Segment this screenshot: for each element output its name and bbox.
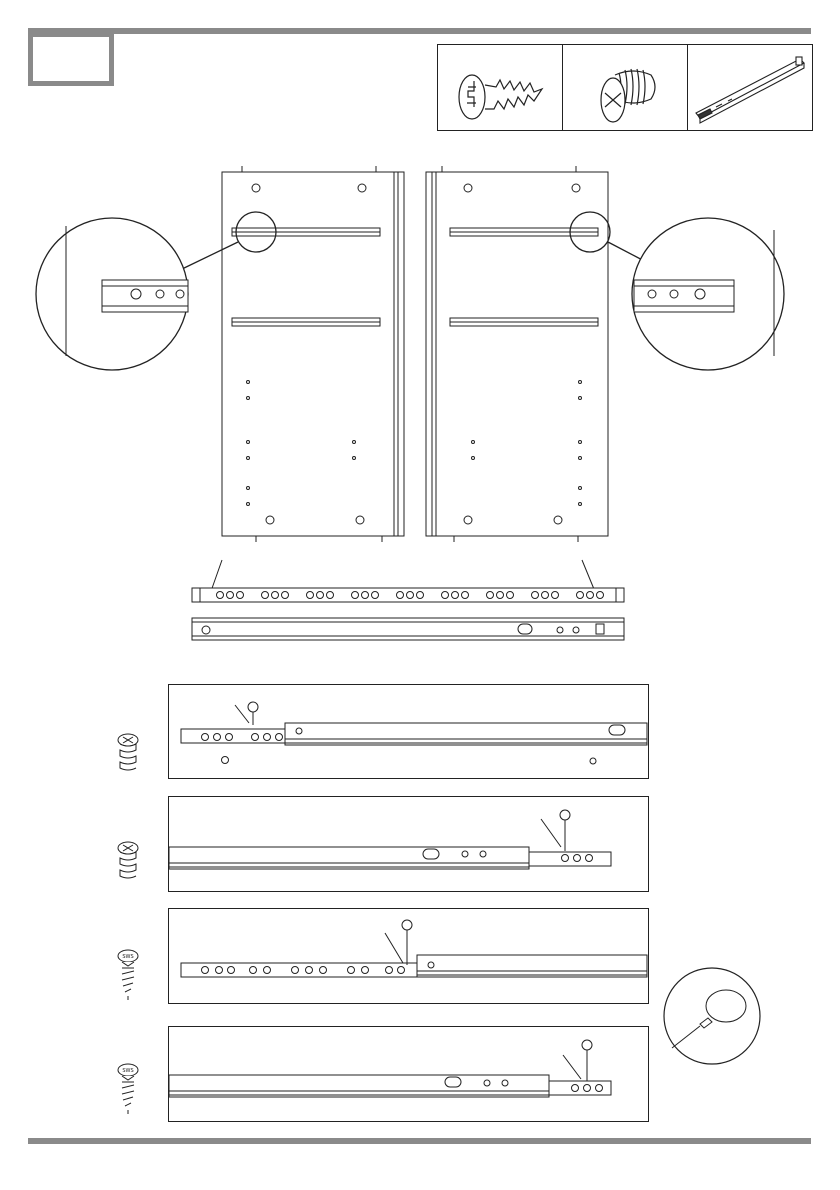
rail-hole <box>227 592 234 599</box>
top-rule <box>28 28 811 34</box>
step-panel-2 <box>168 796 649 892</box>
svg-text:SWS: SWS <box>122 954 134 960</box>
rail-hole <box>262 592 269 599</box>
step-panel-1 <box>168 684 649 779</box>
rail-hole <box>552 592 559 599</box>
step-number-box <box>28 32 114 86</box>
step-number <box>33 37 109 81</box>
rail-hole <box>487 592 494 599</box>
rail-hole <box>272 592 279 599</box>
step-1-diagram <box>169 685 648 778</box>
step-3-wood-screw-icon <box>112 948 144 1002</box>
step-panel-3 <box>168 908 649 1004</box>
step-4-diagram <box>169 1027 648 1121</box>
rail-hole <box>417 592 424 599</box>
rail-hole <box>327 592 334 599</box>
awl-icon <box>662 966 762 1066</box>
rail-hole <box>282 592 289 599</box>
rail-hole <box>597 592 604 599</box>
side-panels-diagram <box>30 160 810 650</box>
countersunk-wood-screw-icon <box>438 45 562 130</box>
step-3-diagram <box>169 909 648 1003</box>
rail-hole <box>577 592 584 599</box>
rail-hole <box>237 592 244 599</box>
rail-hole <box>352 592 359 599</box>
rail-hole <box>507 592 514 599</box>
parts-table <box>437 44 813 131</box>
rail-hole <box>362 592 369 599</box>
rail-hole <box>452 592 459 599</box>
rail-hole <box>532 592 539 599</box>
part-cell-wood-screw <box>438 45 563 130</box>
rail-hole <box>317 592 324 599</box>
part-cell-euro-screw <box>563 45 688 130</box>
rail-hole <box>372 592 379 599</box>
rail-hole <box>462 592 469 599</box>
part-cell-slide-rail <box>688 45 812 130</box>
step-4-wood-screw-icon <box>112 1062 144 1116</box>
rail-hole <box>497 592 504 599</box>
bottom-rule <box>28 1138 811 1144</box>
rail-hole <box>587 592 594 599</box>
rail-hole <box>397 592 404 599</box>
svg-text:SWS: SWS <box>122 1068 134 1074</box>
rail-hole <box>217 592 224 599</box>
rail-hole <box>307 592 314 599</box>
rail-hole <box>542 592 549 599</box>
rail-hole <box>407 592 414 599</box>
step-2-euro-screw-icon <box>112 838 144 892</box>
step-panel-4 <box>168 1026 649 1122</box>
drawer-slide-rail-icon <box>688 45 812 130</box>
step-1-euro-screw-icon <box>112 730 144 784</box>
rail-hole <box>442 592 449 599</box>
euro-screw-icon <box>563 45 687 130</box>
step-2-diagram <box>169 797 648 891</box>
